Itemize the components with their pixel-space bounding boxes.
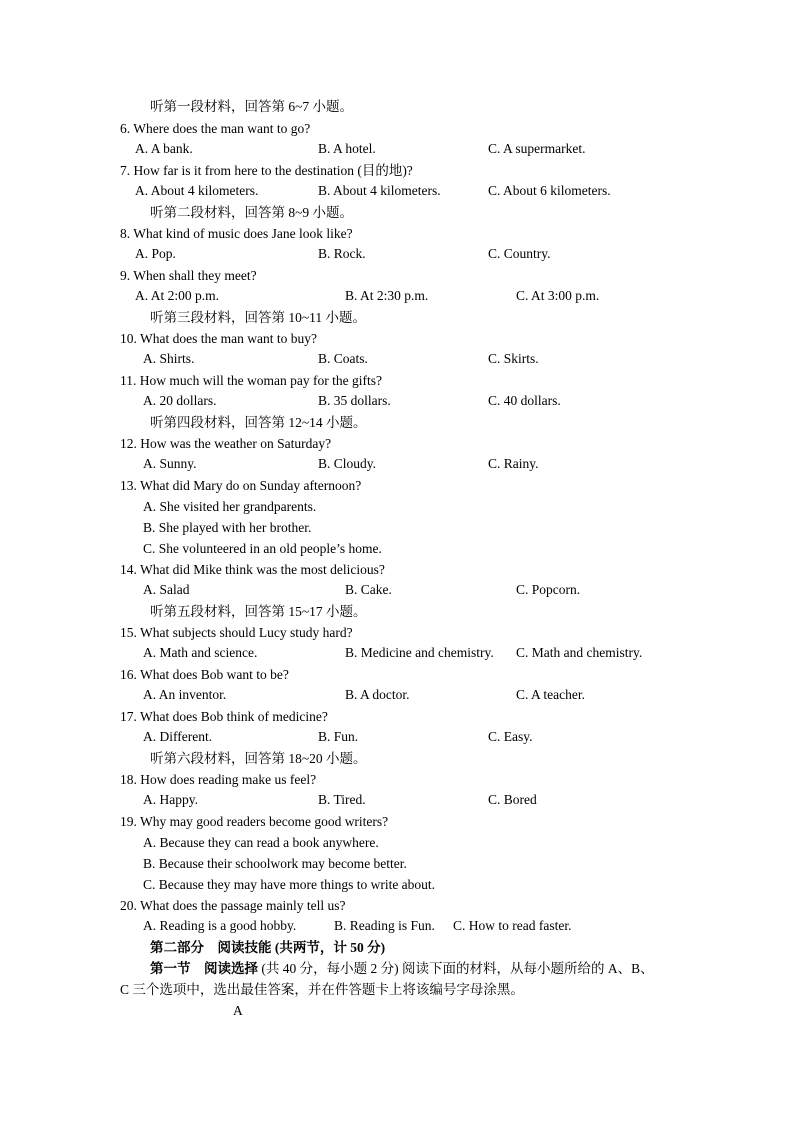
q9-option-b: B. At 2:30 p.m. — [345, 288, 429, 303]
part2-section1-text: (共 40 分，每小题 2 分) 阅读下面的材料，从每小题所给的 A、B、 — [258, 961, 654, 976]
q10-option-c: C. Skirts. — [488, 351, 539, 366]
question-15: 15. What subjects should Lucy study hard? — [120, 625, 353, 640]
q6-option-a: A. A bank. — [135, 141, 193, 156]
q16-option-a: A. An inventor. — [143, 687, 227, 702]
section-instruction-6: 听第六段材料，回答第 18~20 小题。 — [150, 751, 367, 766]
q19-option-c: C. Because they may have more things to write about. — [143, 877, 436, 892]
q17-option-b: B. Fun. — [318, 729, 359, 744]
question-17: 17. What does Bob think of medicine? — [120, 709, 328, 724]
q8-option-b: B. Rock. — [318, 246, 366, 261]
q12-option-c: C. Rainy. — [488, 456, 539, 471]
question-19: 19. Why may good readers become good writers? — [120, 814, 389, 829]
question-18: 18. How does reading make us feel? — [120, 772, 317, 787]
q18-option-b: B. Tired. — [318, 792, 366, 807]
q10-option-b: B. Coats. — [318, 351, 368, 366]
q17-option-a: A. Different. — [143, 729, 213, 744]
part2-section1-instruction-line2: C 三个选项中，选出最佳答案，并在件答题卡上将该编号字母涂黑。 — [120, 982, 524, 997]
q7-option-a: A. About 4 kilometers. — [135, 183, 259, 198]
q9-option-a: A. At 2:00 p.m. — [135, 288, 220, 303]
question-14: 14. What did Mike think was the most delicious? — [120, 562, 385, 577]
part2-title: 第二部分 阅读技能 (共两节，计 50 分) — [150, 940, 386, 955]
q18-option-a: A. Happy. — [143, 792, 198, 807]
q14-option-a: A. Salad — [143, 582, 190, 597]
q7-option-c: C. About 6 kilometers. — [488, 183, 611, 198]
q20-option-b: B. Reading is Fun. — [334, 918, 435, 933]
section-instruction-2: 听第二段材料，回答第 8~9 小题。 — [150, 205, 354, 220]
question-11: 11. How much will the woman pay for the gifts? — [120, 373, 382, 388]
question-10: 10. What does the man want to buy? — [120, 331, 317, 346]
q11-option-a: A. 20 dollars. — [143, 393, 217, 408]
q11-option-b: B. 35 dollars. — [318, 393, 391, 408]
q16-option-b: B. A doctor. — [345, 687, 410, 702]
q9-option-c: C. At 3:00 p.m. — [516, 288, 600, 303]
section-instruction-3: 听第三段材料，回答第 10~11 小题。 — [150, 310, 367, 325]
q20-option-a: A. Reading is a good hobby. — [143, 918, 297, 933]
question-16: 16. What does Bob want to be? — [120, 667, 289, 682]
q12-option-b: B. Cloudy. — [318, 456, 377, 471]
q7-option-b: B. About 4 kilometers. — [318, 183, 441, 198]
q15-option-b: B. Medicine and chemistry. — [345, 645, 494, 660]
part2-section1-instruction — [150, 960, 654, 978]
question-13: 13. What did Mary do on Sunday afternoon? — [120, 478, 362, 493]
q15-option-c: C. Math and chemistry. — [516, 645, 643, 660]
section-instruction-5: 听第五段材料，回答第 15~17 小题。 — [150, 604, 367, 619]
question-9: 9. When shall they meet? — [120, 268, 257, 283]
question-8: 8. What kind of music does Jane look like? — [120, 226, 353, 241]
q13-option-a: A. She visited her grandparents. — [143, 499, 317, 514]
question-20: 20. What does the passage mainly tell us? — [120, 898, 346, 913]
q8-option-a: A. Pop. — [135, 246, 176, 261]
q19-option-b: B. Because their schoolwork may become better. — [143, 856, 407, 871]
section-instruction-4: 听第四段材料，回答第 12~14 小题。 — [150, 415, 367, 430]
q17-option-c: C. Easy. — [488, 729, 533, 744]
q13-option-b: B. She played with her brother. — [143, 520, 312, 535]
q6-option-c: C. A supermarket. — [488, 141, 586, 156]
q19-option-a: A. Because they can read a book anywhere. — [143, 835, 379, 850]
q11-option-c: C. 40 dollars. — [488, 393, 561, 408]
question-6: 6. Where does the man want to go? — [120, 121, 311, 136]
q16-option-c: C. A teacher. — [516, 687, 585, 702]
q15-option-a: A. Math and science. — [143, 645, 258, 660]
q14-option-b: B. Cake. — [345, 582, 392, 597]
part2-section1-title: 第一节 阅读选择 — [150, 961, 258, 976]
passage-label: A — [233, 1003, 243, 1018]
section-instruction-1: 听第一段材料，回答第 6~7 小题。 — [150, 99, 354, 114]
q12-option-a: A. Sunny. — [143, 456, 197, 471]
question-12: 12. How was the weather on Saturday? — [120, 436, 332, 451]
q6-option-b: B. A hotel. — [318, 141, 376, 156]
q18-option-c: C. Bored — [488, 792, 537, 807]
q8-option-c: C. Country. — [488, 246, 551, 261]
q20-option-c: C. How to read faster. — [453, 918, 572, 933]
q13-option-c: C. She volunteered in an old people’s home. — [143, 541, 382, 556]
question-7: 7. How far is it from here to the destination (目的地)? — [120, 163, 413, 178]
q14-option-c: C. Popcorn. — [516, 582, 581, 597]
q10-option-a: A. Shirts. — [143, 351, 195, 366]
